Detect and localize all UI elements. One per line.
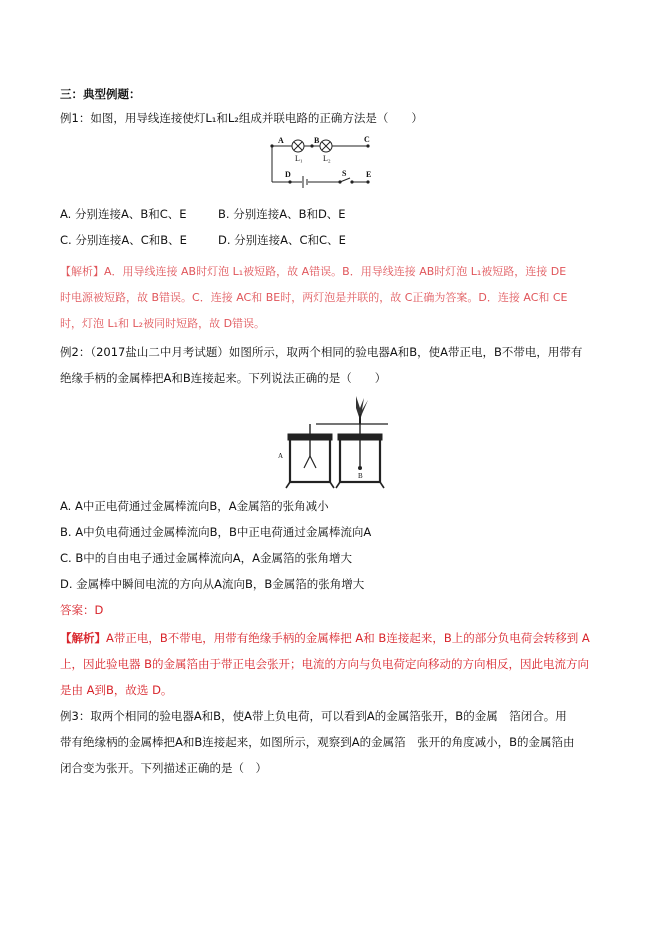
section-title: 三：典型例题： [60, 87, 141, 101]
ex2-analysis-line-3: 是由 A到B，故选 D。 [60, 683, 173, 697]
ex1-option-b: B. 分别连接A、B和D、E [218, 207, 346, 221]
circuit-label-b: B [314, 136, 320, 145]
ex1-option-d: D. 分别连接A、C和C、E [218, 233, 346, 247]
ex2-stem-line-2: 绝缘手柄的金属棒把A和B连接起来。下列说法正确的是（ ） [60, 371, 387, 385]
ex2-option-b: B. A中负电荷通过金属棒流向B，B中正电荷通过金属棒流向A [60, 525, 372, 539]
hand-insulated-handle-icon [356, 396, 368, 420]
ex3-stem-line-3: 闭合变为张开。下列描述正确的是（ ） [60, 761, 267, 775]
ex1-circuit-diagram [266, 134, 378, 188]
ex2-electroscope-figure [276, 394, 392, 490]
ex2-stem-line-1: 例2：（2017盐山二中月考试题）如图所示，取两个相同的验电器A和B，使A带正电，B不带电，用带有 [60, 345, 583, 359]
electroscope-label-a: A [278, 452, 284, 460]
ex3-stem-line-2: 带有绝缘柄的金属棒把A和B连接起来，如图所示，观察到A的金属箔 张开的角度减小，B的金属箔由 [60, 735, 575, 749]
circuit-label-a: A [278, 136, 284, 145]
ex2-analysis-line-1-text: A带正电，B不带电，用带有绝缘手柄的金属棒把 A和 B连接起来，B上的部分负电荷会转移到 A [106, 631, 590, 645]
ex2-analysis-line-1 [60, 630, 603, 646]
ex1-analysis-line-1: 【解析】A．用导线连接 AB时灯泡 L₁被短路，故 A错误。B．用导线连接 AB时灯泡 L₁被短路，连接 DE [60, 265, 567, 278]
ex1-option-c: C. 分别连接A、C和B、E [60, 233, 187, 247]
circuit-label-c: C [364, 135, 370, 144]
circuit-label-l1: L₁ [295, 154, 303, 163]
electroscope-label-b: B [358, 472, 363, 480]
ex2-option-d: D. 金属棒中瞬间电流的方向从A流向B，B金属箔的张角增大 [60, 577, 365, 591]
circuit-label-l2: L₂ [323, 154, 331, 163]
circuit-label-e: E [366, 170, 372, 179]
circuit-label-d: D [285, 170, 291, 179]
ex2-analysis-line-2: 上，因此验电器 B的金属箔由于带正电会张开；电流的方向与负电荷定向移动的方向相反，因此电流方向 [60, 657, 590, 671]
ex2-option-a: A. A中正电荷通过金属棒流向B，A金属箔的张角减小 [60, 499, 329, 513]
ex1-stem: 例1：如图，用导线连接使灯L₁和L₂组成并联电路的正确方法是（ ） [60, 111, 423, 125]
circuit-label-s: S [342, 169, 347, 178]
ex1-option-a: A. 分别连接A、B和C、E [60, 207, 187, 221]
ex1-analysis-line-3: 时，灯泡 L₁和 L₂被同时短路，故 D错误。 [60, 317, 266, 330]
ex2-option-c: C. B中的自由电子通过金属棒流向A，A金属箔的张角增大 [60, 551, 352, 565]
ex3-stem-line-1: 例3：取两个相同的验电器A和B，使A带上负电荷，可以看到A的金属箔张开，B的金属 箔闭合。用 [60, 709, 567, 723]
ex2-answer: 答案：D [60, 603, 104, 617]
ex1-analysis-line-2: 时电源被短路，故 B错误。C．连接 AC和 BE时，两灯泡是并联的，故 C正确为答案。D．连接 AC和 CE [60, 291, 568, 304]
ex2-analysis-tag: 【解析】 [60, 631, 106, 645]
